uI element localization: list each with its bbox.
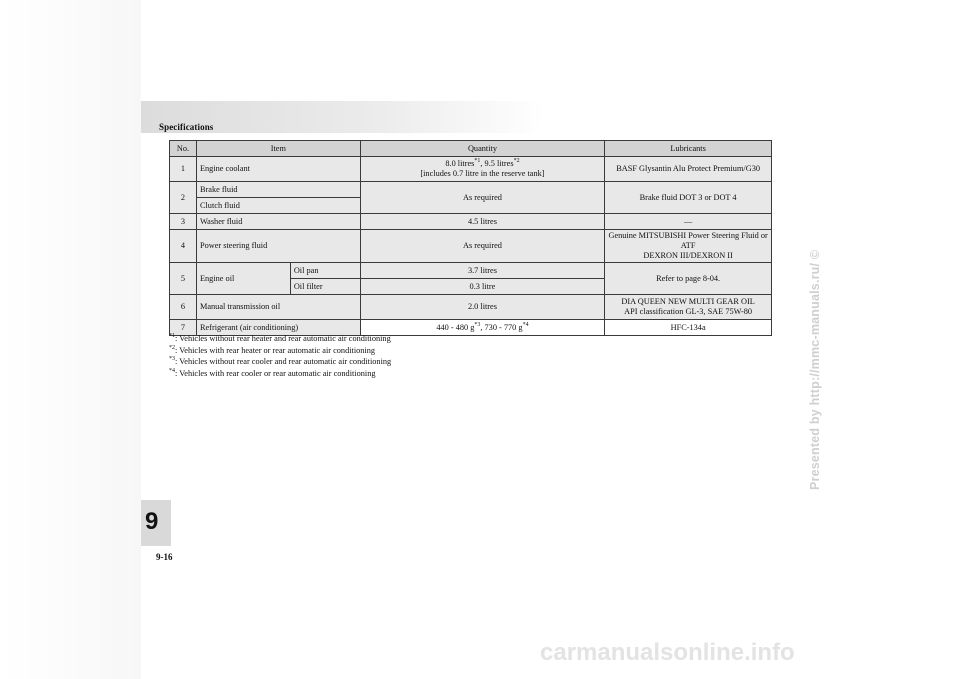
header-lubricants: Lubricants [605, 141, 772, 157]
footnote-mark: *3 [169, 356, 175, 363]
quantity-text: 8.0 litres [445, 159, 475, 168]
table-row [170, 295, 772, 320]
lubricant-cell [605, 230, 772, 263]
table-row [170, 263, 772, 279]
header-quantity: Quantity [360, 141, 605, 157]
footnote [169, 333, 391, 345]
quantity-text: , 730 - 770 g [480, 322, 523, 332]
row-number: 3 [170, 214, 197, 230]
quantity-cell: As required [360, 230, 605, 263]
footnote-mark: *4 [522, 321, 529, 328]
lubricant-cell: HFC-134a [605, 320, 772, 336]
row-number: 2 [170, 182, 197, 214]
header-no: No. [170, 141, 197, 157]
row-number: 1 [170, 157, 197, 182]
footnote-mark: *3 [474, 321, 481, 328]
row-number: 6 [170, 295, 197, 320]
table-row [170, 182, 772, 198]
item-cell: Washer fluid [196, 214, 360, 230]
lubricant-cell [605, 295, 772, 320]
row-number: 5 [170, 263, 197, 295]
quantity-cell [360, 157, 605, 182]
quantity-note: [includes 0.7 litre in the reserve tank] [420, 169, 545, 178]
item-cell: Manual transmission oil [196, 295, 360, 320]
footnote-mark: *2 [513, 158, 520, 165]
lubricant-text: Genuine MITSUBISHI Power Steering Fluid or ATF [608, 231, 768, 250]
table-header-row [170, 141, 772, 157]
sub-item-cell: Oil filter [290, 279, 360, 295]
footnote-mark: *2 [169, 344, 175, 351]
lubricant-cell: BASF Glysantin Alu Protect Premium/G30 [605, 157, 772, 182]
footnote [169, 356, 391, 368]
chapter-number: 9 [145, 508, 159, 535]
footnote-text: : Vehicles with rear heater or rear automatic air conditioning [175, 345, 376, 355]
quantity-cell: As required [360, 182, 605, 214]
item-cell: Engine oil [196, 263, 290, 295]
item-cell: Engine coolant [196, 157, 360, 182]
side-watermark: Presented by http://mmc-manuals.ru/ © [808, 249, 822, 490]
quantity-cell: 4.5 litres [360, 214, 605, 230]
table-row [170, 157, 772, 182]
quantity-cell: 0.3 litre [360, 279, 605, 295]
quantity-text: 440 - 480 g [436, 322, 475, 332]
item-cell: Refrigerant (air conditioning) [196, 320, 360, 336]
lubricant-cell: — [605, 214, 772, 230]
lubricant-cell: Brake fluid DOT 3 or DOT 4 [605, 182, 772, 214]
header-item: Item [196, 141, 360, 157]
footer-watermark: carmanualsonline.info [540, 639, 795, 666]
page-number: 9-16 [156, 552, 173, 562]
table-row [170, 230, 772, 263]
quantity-text: , 9.5 litres [480, 159, 514, 168]
footnote-text: : Vehicles without rear cooler and rear automatic air conditioning [175, 357, 392, 366]
footnote-text: : Vehicles without rear heater and rear automatic air conditioning [175, 334, 391, 343]
footnote-mark: *4 [169, 367, 175, 374]
footnote-mark: *1 [169, 333, 175, 340]
lubricant-text: DIA QUEEN NEW MULTI GEAR OIL [621, 297, 755, 306]
item-cell: Brake fluid [196, 182, 360, 198]
table-row [170, 214, 772, 230]
item-cell: Clutch fluid [196, 198, 360, 214]
item-cell: Power steering fluid [196, 230, 360, 263]
specifications-table [169, 140, 772, 336]
footnote-text: : Vehicles with rear cooler or rear automatic air conditioning [175, 368, 376, 378]
footnote-mark: *1 [474, 158, 481, 165]
quantity-cell [360, 320, 605, 336]
quantity-cell: 3.7 litres [360, 263, 605, 279]
page-margin-band [0, 0, 141, 679]
row-number: 4 [170, 230, 197, 263]
footnote [169, 368, 391, 380]
section-title: Specifications [159, 122, 214, 132]
footnote [169, 345, 391, 357]
row-number: 7 [170, 320, 197, 336]
lubricant-cell: Refer to page 8-04. [605, 263, 772, 295]
lubricant-text: API classification GL-3, SAE 75W-80 [624, 307, 753, 316]
quantity-cell: 2.0 litres [360, 295, 605, 320]
footnotes [169, 333, 391, 379]
sub-item-cell: Oil pan [290, 263, 360, 279]
lubricant-text: DEXRON III/DEXRON II [643, 251, 733, 260]
